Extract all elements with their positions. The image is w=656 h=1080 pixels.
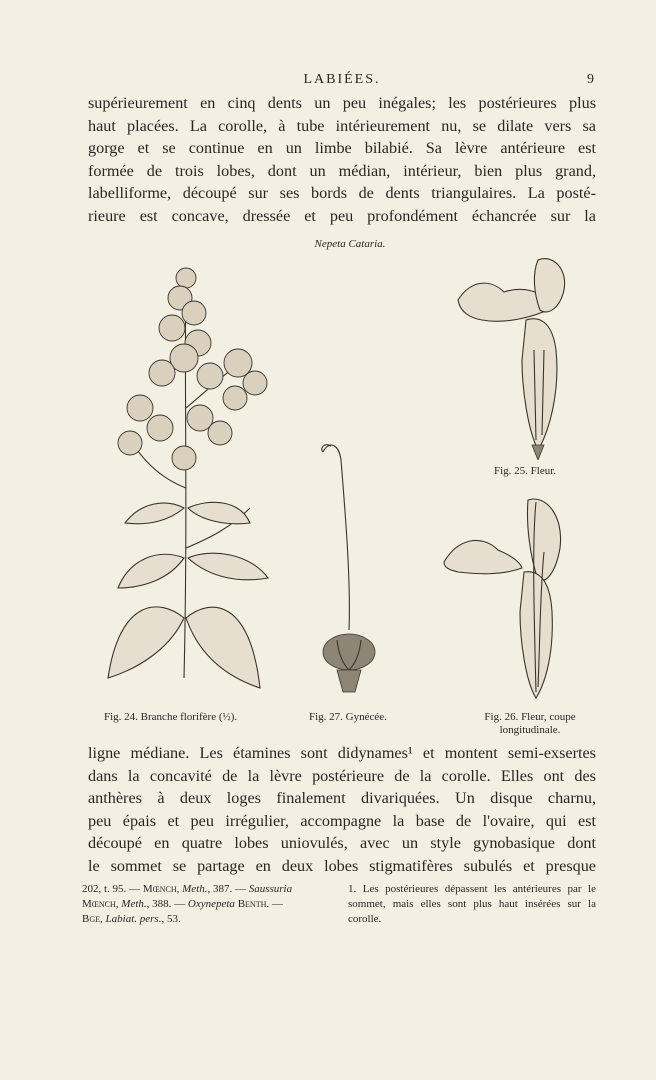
paragraph-bottom bbox=[88, 742, 596, 877]
footnote-continued bbox=[82, 882, 332, 927]
gynoecium-illustration bbox=[315, 430, 385, 705]
footnote-1: 1. Les postérieures dépassent les antérieures par le sommet, mais elles sont plus haut insérées sur la corolle. bbox=[348, 883, 596, 925]
flower-illustration bbox=[452, 250, 572, 460]
figure-title: Nepeta Cataria. bbox=[314, 238, 386, 250]
text-line: rieure est concave, dressée et peu profondément échancrée sur la bbox=[88, 206, 596, 225]
text-line: le sommet se partage en deux lobes stigmatifères subulés et presque bbox=[88, 856, 596, 875]
footnote-line: Mœnch, Meth., 388. — Oxynepeta Benth. — bbox=[82, 898, 283, 910]
running-title: LABIÉES. bbox=[303, 72, 381, 87]
flower-section-illustration bbox=[440, 492, 575, 704]
paragraph-top bbox=[88, 92, 596, 227]
running-header bbox=[88, 72, 596, 92]
caption-fig26 bbox=[470, 711, 590, 737]
page-number: 9 bbox=[587, 72, 596, 87]
footnote-line: 202, t. 95. — Mœnch, Meth., 387. — Saussuria bbox=[82, 883, 293, 895]
footnote-line: Bge, Labiat. pers., 53. bbox=[82, 913, 181, 925]
caption-fig24: Fig. 24. Branche florifère (½). bbox=[104, 711, 238, 723]
text-line: gorge et se continue en un limbe bilabié. Sa lèvre antérieure est bbox=[88, 139, 596, 157]
text-line: anthères à deux loges finalement divariquées. Un disque charnu, bbox=[88, 789, 596, 807]
caption-fig26-line1: Fig. 26. Fleur, coupe bbox=[484, 711, 576, 723]
text-line: supérieurement en cinq dents un peu inégales; les postérieures plus bbox=[88, 94, 596, 112]
caption-fig26-line2: longitudinale. bbox=[499, 724, 561, 736]
text-line: labelliforme, découpé sur ses bords de dents triangulaires. La posté- bbox=[88, 184, 596, 202]
text-line: ligne médiane. Les étamines sont didynames¹ et montent semi-exsertes bbox=[88, 744, 596, 762]
text-line: peu épais et peu irrégulier, accompagne la base de l'ovaire, qui est bbox=[88, 811, 596, 830]
text-line: haut placées. La corolle, à tube intérieurement nu, se dilate vers sa bbox=[88, 116, 596, 135]
text-line: formée de trois lobes, dont un médian, intérieur, bien plus grand, bbox=[88, 161, 596, 180]
caption-fig25: Fig. 25. Fleur. bbox=[494, 465, 557, 477]
text-line: dans la concavité de la lèvre postérieure de la corolle. Elles ont des bbox=[88, 766, 596, 785]
text-line: découpé en quatre lobes uniovulés, avec un style gynobasique dont bbox=[88, 834, 596, 852]
flowering-branch-illustration bbox=[100, 258, 280, 708]
caption-fig27: Fig. 27. Gynécée. bbox=[309, 711, 387, 723]
